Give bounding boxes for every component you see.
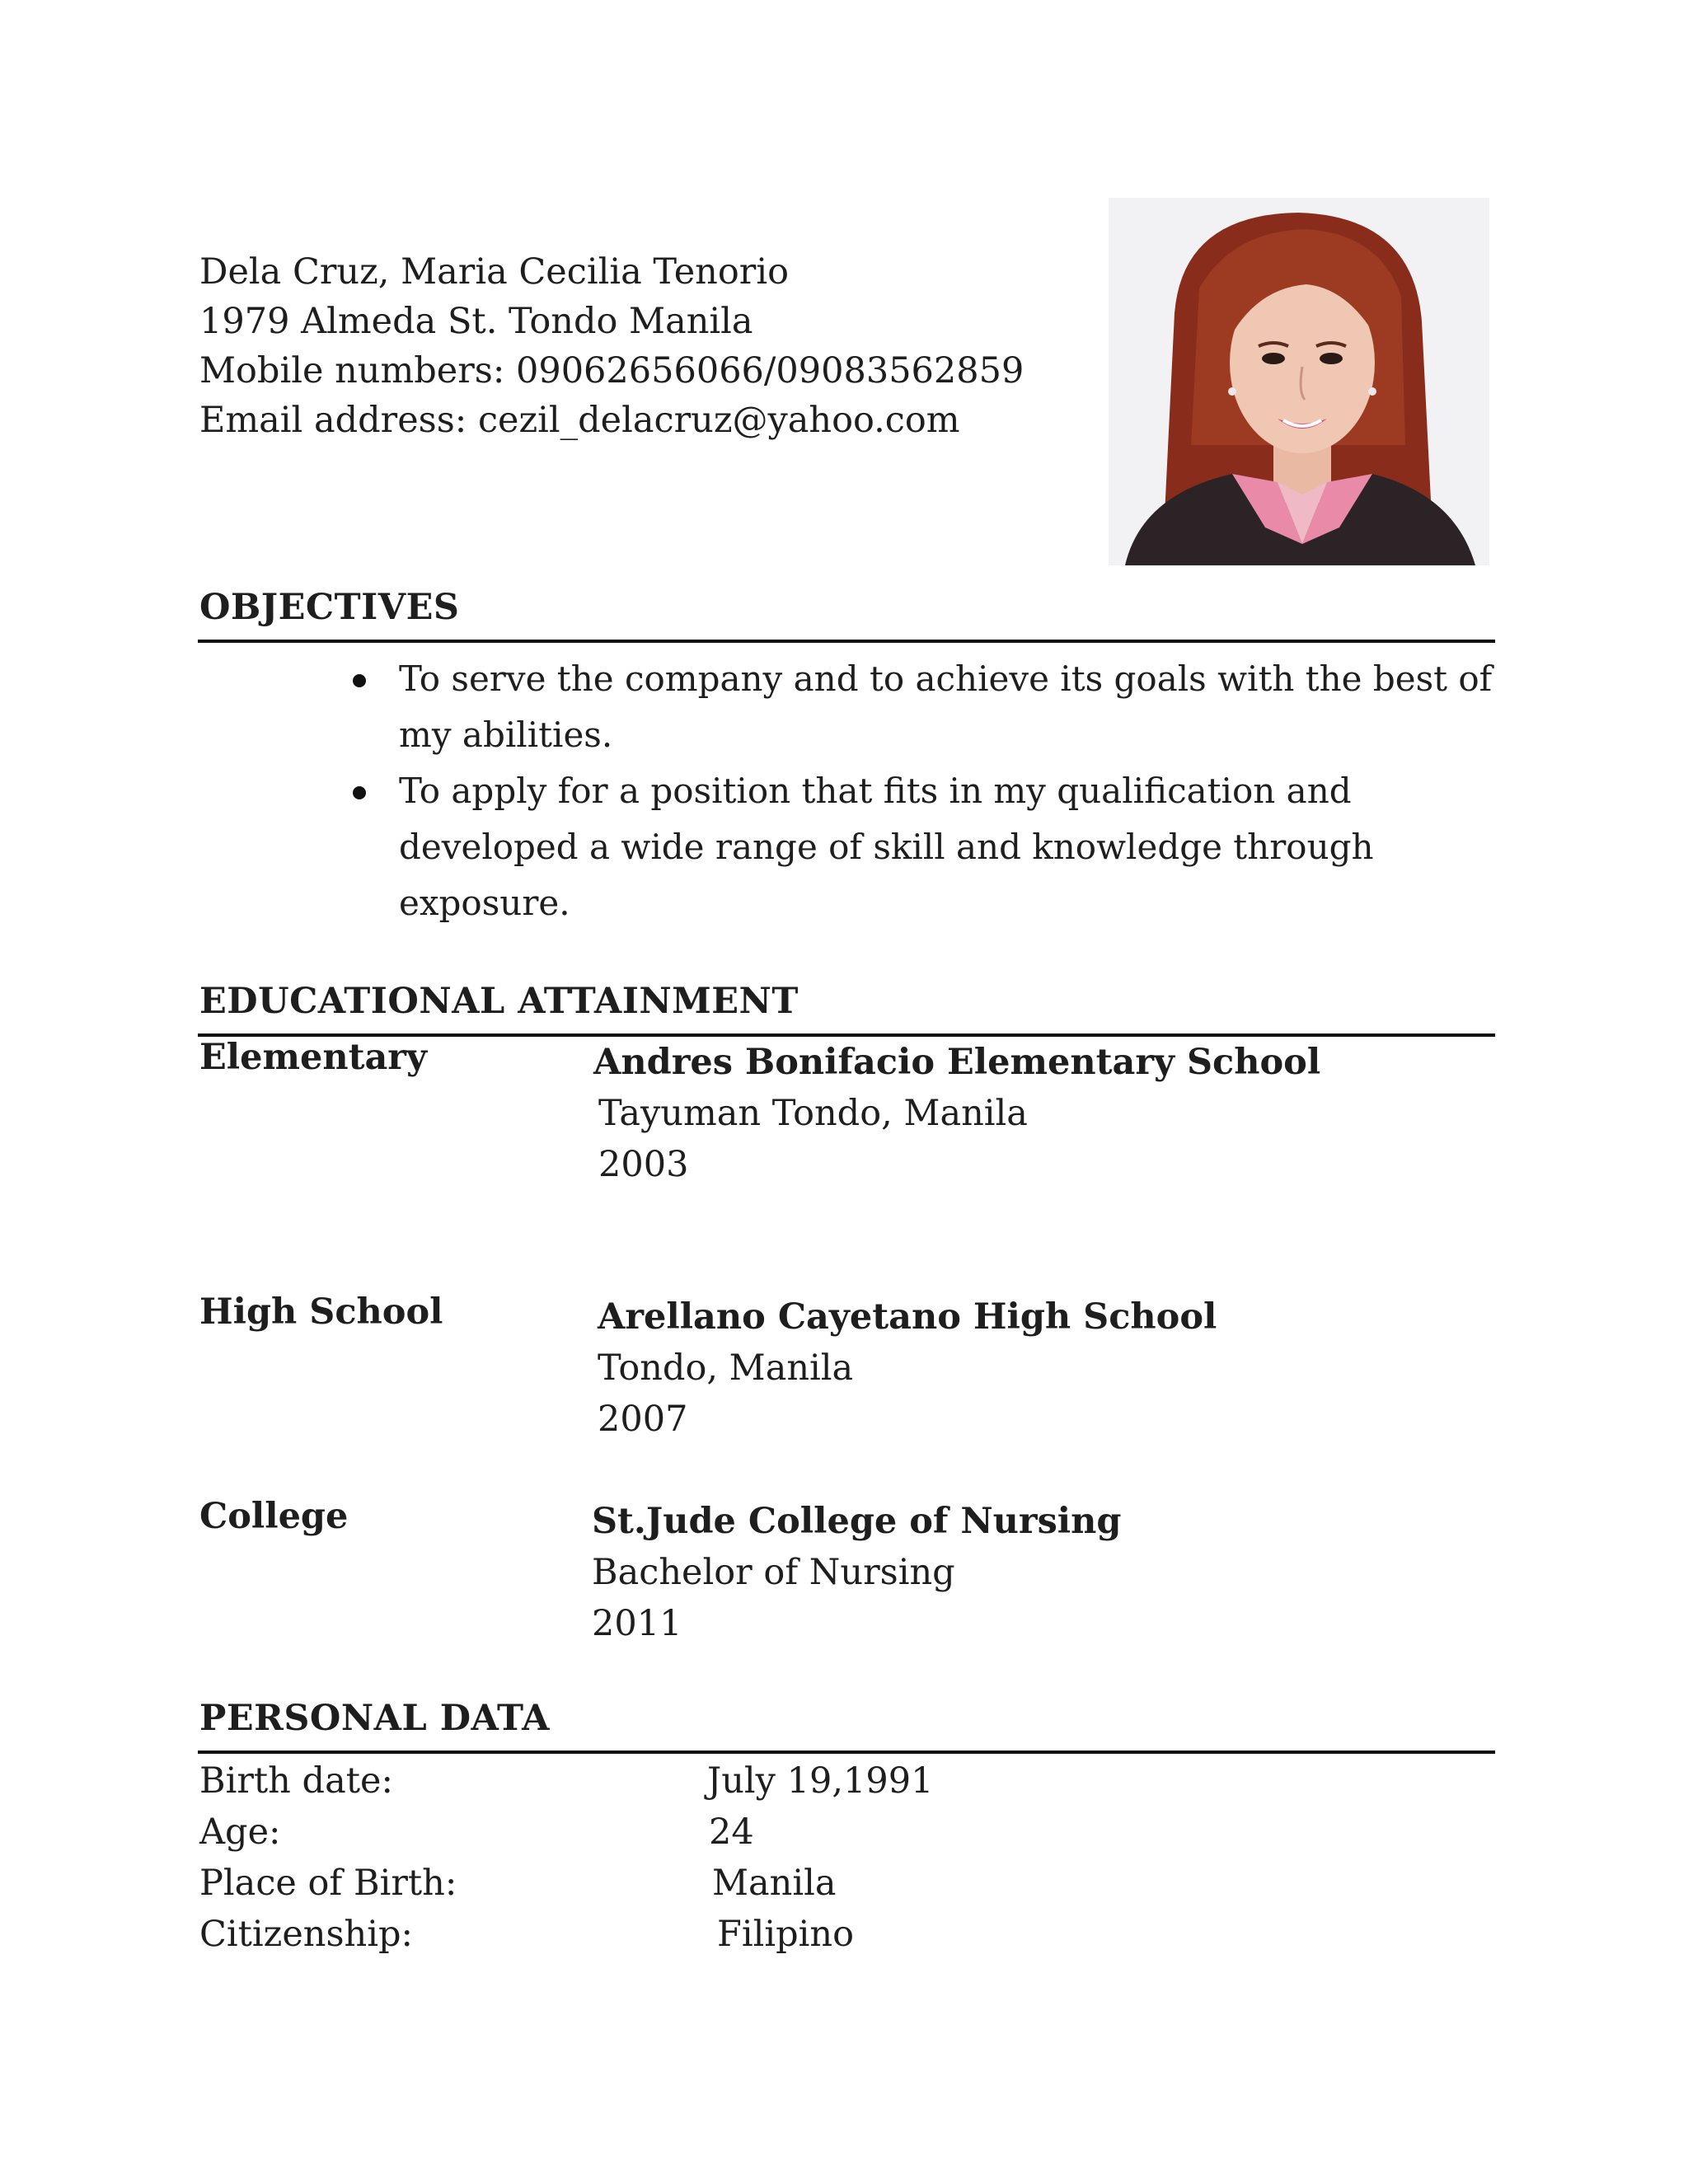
education-level: High School [199, 1291, 443, 1333]
personal-value: Manila [712, 1863, 837, 1904]
school-name: Arellano Cayetano High School [598, 1296, 1217, 1338]
education-entry [598, 1291, 1217, 1445]
school-detail: Tondo, Manila [598, 1347, 854, 1389]
contact-block [199, 247, 1024, 445]
applicant-name: Dela Cruz, Maria Cecilia Tenorio [199, 251, 789, 293]
education-level: College [199, 1496, 349, 1537]
bullet-icon [353, 674, 366, 687]
education-heading: EDUCATIONAL ATTAINMENT [199, 981, 799, 1022]
list-item [346, 651, 1500, 763]
personal-value: 24 [709, 1811, 754, 1853]
personal-data-heading: PERSONAL DATA [199, 1698, 551, 1739]
personal-value: Filipino [717, 1914, 854, 1955]
personal-label: Citizenship: [199, 1914, 414, 1955]
education-level: Elementary [199, 1037, 427, 1078]
school-year: 2007 [598, 1399, 688, 1440]
school-detail: Bachelor of Nursing [592, 1552, 955, 1593]
education-entry [592, 1496, 1121, 1649]
school-year: 2003 [598, 1144, 689, 1185]
applicant-mobile: Mobile numbers: 09062656066/09083562859 [199, 350, 1025, 391]
objective-text: exposure. [399, 883, 570, 923]
education-entry [593, 1037, 1320, 1190]
school-name: Andres Bonifacio Elementary School [593, 1042, 1321, 1083]
bullet-icon [353, 786, 366, 799]
school-detail: Tayuman Tondo, Manila [598, 1093, 1028, 1134]
applicant-email: Email address: cezil_delacruz@yahoo.com [199, 400, 960, 441]
personal-label: Age: [199, 1811, 281, 1853]
personal-value: July 19,1991 [707, 1760, 934, 1802]
personal-label: Place of Birth: [199, 1863, 457, 1904]
objective-text: my abilities. [399, 715, 613, 755]
list-item [346, 763, 1500, 931]
objective-text: To apply for a position that fits in my qualification and [399, 771, 1352, 811]
objective-text: developed a wide range of skill and knowledge through [399, 827, 1374, 867]
objectives-list [346, 651, 1500, 931]
school-name: St.Jude College of Nursing [592, 1501, 1122, 1542]
school-year: 2011 [592, 1603, 682, 1644]
applicant-address: 1979 Almeda St. Tondo Manila [199, 301, 753, 342]
personal-data-divider [198, 1750, 1495, 1754]
personal-label: Birth date: [199, 1760, 393, 1802]
objectives-heading: OBJECTIVES [199, 587, 460, 628]
portrait-photo [1109, 198, 1489, 565]
objective-text: To serve the company and to achieve its goals with the best of [399, 658, 1493, 699]
objectives-divider [198, 640, 1495, 643]
